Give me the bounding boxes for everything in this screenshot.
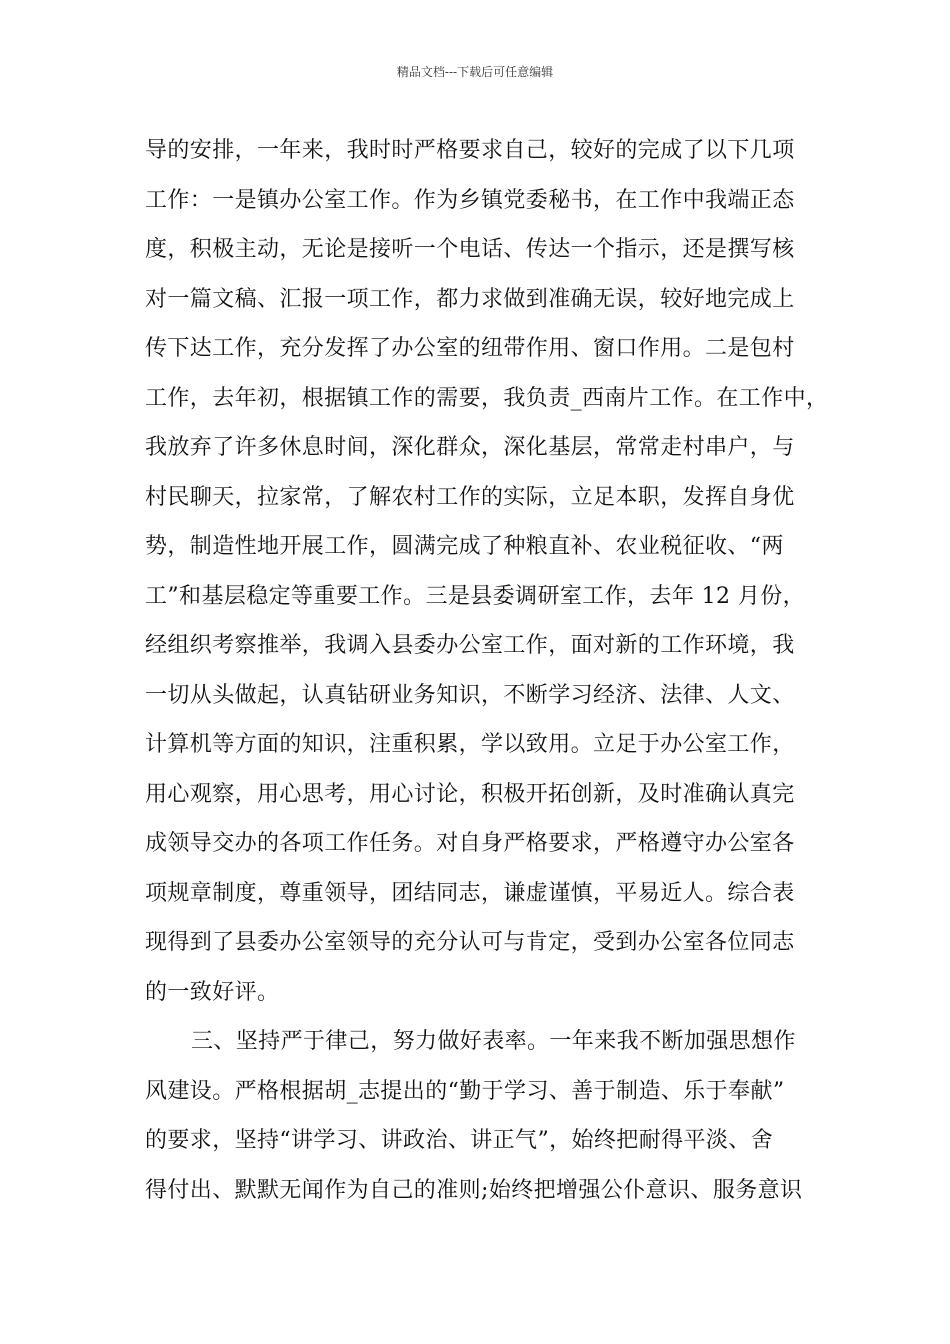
text-line: 我放弃了许多休息时间，深化群众，深化基层，常常走村串户，与 [145, 435, 795, 460]
text-line: 成领导交办的各项工作任务。对自身严格要求，严格遵守办公室各 [145, 831, 795, 856]
text-line: 三、坚持严于律己，努力做好表率。一年来我不断加强思想作 [191, 1029, 796, 1054]
text-line: 项规章制度，尊重领导，团结同志，谦虚谨慎，平易近人。综合表 [145, 880, 795, 906]
text-line: 对一篇文稿、汇报一项工作，都力求做到准确无误，较好地完成上 [145, 286, 795, 312]
text-line: 用心观察，用心思考，用心讨论，积极开拓创新，及时准确认真完 [145, 781, 795, 807]
text-line: 工”和基层稳定等重要工作。三是县委调研室工作，去年 12 月份， [145, 583, 806, 609]
text-line: 工作：一是镇办公室工作。作为乡镇党委秘书，在工作中我端正态 [145, 187, 795, 213]
text-line: 经组织考察推举，我调入县委办公室工作，面对新的工作环境，我 [145, 633, 795, 658]
text-line: 工作，去年初，根据镇工作的需要，我负责_西南片工作。在工作中， [145, 385, 829, 411]
text-line: 村民聊天，拉家常，了解农村工作的实际，立足本职，发挥自身优 [145, 484, 795, 510]
text-line: 风建设。严格根据胡_志提出的“勤于学习、善于制造、乐于奉献” [145, 1078, 785, 1104]
text-line: 现得到了县委办公室领导的充分认可与肯定，受到办公室各位同志 [145, 930, 795, 955]
text-line: 得付出、默默无闻作为自己的准则;始终把增强公仆意识、服务意识 [145, 1177, 803, 1203]
text-line: 的要求，坚持“讲学习、讲政治、讲正气”，始终把耐得平淡、舍 [145, 1128, 774, 1153]
text-line: 势，制造性地开展工作，圆满完成了种粮直补、农业税征收、“两 [145, 534, 784, 559]
document-body [145, 126, 829, 1215]
paragraph [145, 126, 829, 1017]
page-header: 精品文档---下载后可任意编辑 [396, 65, 554, 79]
text-line: 计算机等方面的知识，注重积累，学以致用。立足于办公室工作， [145, 732, 795, 757]
text-line: 一切从头做起，认真钻研业务知识，不断学习经济、法律、人文、 [145, 682, 795, 708]
paragraph [145, 1017, 825, 1215]
text-line: 度，积极主动，无论是接听一个电话、传达一个指示，还是撰写核 [145, 237, 795, 262]
text-line: 的一致好评。 [145, 979, 280, 1005]
text-line: 传下达工作，充分发挥了办公室的纽带作用、窗口作用。二是包村 [145, 336, 795, 361]
text-line: 导的安排，一年来，我时时严格要求自己，较好的完成了以下几项 [145, 138, 795, 163]
